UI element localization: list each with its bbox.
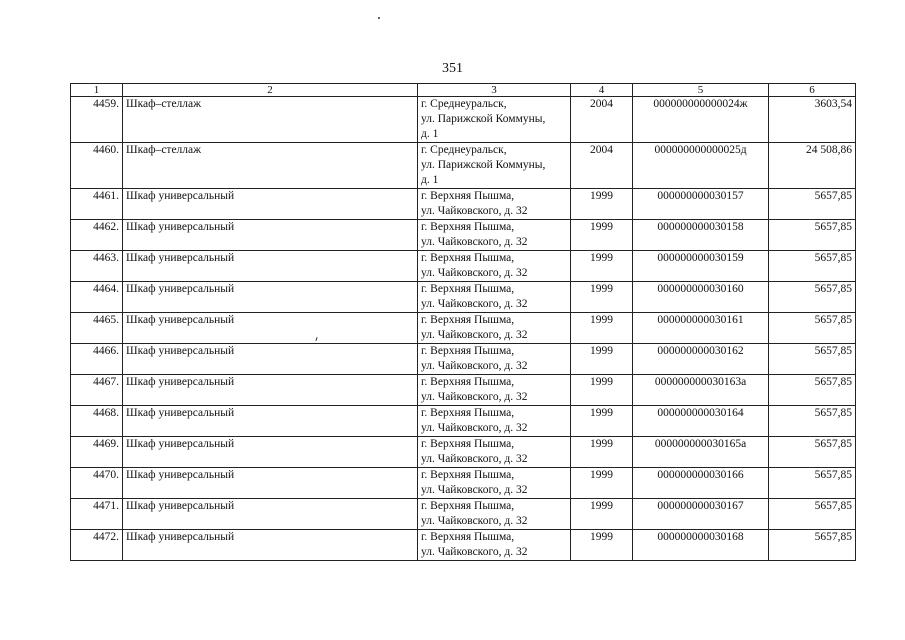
cost-cell: 5657,85 <box>769 499 856 530</box>
address-line: ул. Чайковского, д. 32 <box>421 298 528 310</box>
item-name-cell: Шкаф универсальный <box>123 344 418 375</box>
address-line: г. Верхняя Пышма, <box>421 314 515 326</box>
year-cell: 1999 <box>571 313 633 344</box>
row-number-cell: 4466. <box>71 344 123 375</box>
cost-cell: 5657,85 <box>769 375 856 406</box>
cost-cell: 5657,85 <box>769 468 856 499</box>
address-line: г. Верхняя Пышма, <box>421 252 515 264</box>
address-line: д. 1 <box>421 174 439 186</box>
item-name-cell: Шкаф универсальный <box>123 220 418 251</box>
address-line: ул. Чайковского, д. 32 <box>421 360 528 372</box>
inventory-number-cell: 000000000030160 <box>633 282 769 313</box>
row-number-cell: 4463. <box>71 251 123 282</box>
address-line: г. Верхняя Пышма, <box>421 376 515 388</box>
address-cell <box>418 282 571 313</box>
row-number-cell: 4472. <box>71 530 123 561</box>
address-cell <box>418 313 571 344</box>
year-cell: 1999 <box>571 530 633 561</box>
inventory-number-cell: 000000000000025д <box>633 143 769 189</box>
inventory-number-cell: 000000000000024ж <box>633 97 769 143</box>
address-line: ул. Чайковского, д. 32 <box>421 453 528 465</box>
address-cell <box>418 530 571 561</box>
header-row <box>71 84 856 97</box>
item-name-cell: Шкаф универсальный <box>123 437 418 468</box>
address-line: ул. Чайковского, д. 32 <box>421 546 528 558</box>
cost-cell: 5657,85 <box>769 189 856 220</box>
cost-cell: 5657,85 <box>769 220 856 251</box>
address-cell <box>418 344 571 375</box>
address-line: ул. Парижской Коммуны, <box>421 113 546 125</box>
table-row <box>71 251 856 282</box>
address-line: г. Верхняя Пышма, <box>421 531 515 543</box>
item-name-cell: Шкаф универсальный <box>123 313 418 344</box>
table-row <box>71 499 856 530</box>
address-cell <box>418 499 571 530</box>
item-name-cell: Шкаф универсальный <box>123 282 418 313</box>
inventory-number-cell: 000000000030158 <box>633 220 769 251</box>
cost-cell: 5657,85 <box>769 282 856 313</box>
address-cell <box>418 468 571 499</box>
address-cell <box>418 406 571 437</box>
table-row <box>71 97 856 143</box>
column-header-2: 2 <box>123 84 418 97</box>
year-cell: 1999 <box>571 499 633 530</box>
year-cell: 1999 <box>571 468 633 499</box>
cost-cell: 5657,85 <box>769 437 856 468</box>
year-cell: 1999 <box>571 189 633 220</box>
address-line: д. 1 <box>421 128 439 140</box>
table-row <box>71 282 856 313</box>
cost-cell: 24 508,86 <box>769 143 856 189</box>
year-cell: 2004 <box>571 97 633 143</box>
cost-cell: 5657,85 <box>769 406 856 437</box>
table-row <box>71 313 856 344</box>
address-cell <box>418 375 571 406</box>
item-name-cell: Шкаф универсальный <box>123 468 418 499</box>
table-row <box>71 220 856 251</box>
address-line: г. Среднеуральск, <box>421 98 507 110</box>
address-cell <box>418 220 571 251</box>
item-name-cell: Шкаф универсальный <box>123 189 418 220</box>
inventory-number-cell: 000000000030165а <box>633 437 769 468</box>
row-number-cell: 4460. <box>71 143 123 189</box>
inventory-number-cell: 000000000030167 <box>633 499 769 530</box>
address-line: г. Верхняя Пышма, <box>421 438 515 450</box>
item-name-cell: Шкаф универсальный <box>123 499 418 530</box>
address-line: ул. Чайковского, д. 32 <box>421 422 528 434</box>
address-line: ул. Чайковского, д. 32 <box>421 391 528 403</box>
cost-cell: 5657,85 <box>769 530 856 561</box>
inventory-number-cell: 000000000030157 <box>633 189 769 220</box>
row-number-cell: 4471. <box>71 499 123 530</box>
address-line: ул. Парижской Коммуны, <box>421 159 546 171</box>
item-name-cell: Шкаф универсальный <box>123 375 418 406</box>
year-cell: 1999 <box>571 437 633 468</box>
item-name-cell: Шкаф универсальный <box>123 251 418 282</box>
year-cell: 2004 <box>571 143 633 189</box>
address-line: г. Верхняя Пышма, <box>421 345 515 357</box>
table-row <box>71 344 856 375</box>
table-row <box>71 375 856 406</box>
address-line: г. Верхняя Пышма, <box>421 221 515 233</box>
item-name-cell: Шкаф универсальный <box>123 406 418 437</box>
address-line: ул. Чайковского, д. 32 <box>421 267 528 279</box>
address-line: г. Верхняя Пышма, <box>421 469 515 481</box>
year-cell: 1999 <box>571 251 633 282</box>
address-cell <box>418 97 571 143</box>
address-line: ул. Чайковского, д. 32 <box>421 205 528 217</box>
row-number-cell: 4465. <box>71 313 123 344</box>
scan-speck <box>378 17 380 19</box>
item-name-cell: Шкаф универсальный <box>123 530 418 561</box>
address-line: ул. Чайковского, д. 32 <box>421 484 528 496</box>
year-cell: 1999 <box>571 406 633 437</box>
inventory-number-cell: 000000000030162 <box>633 344 769 375</box>
address-cell <box>418 437 571 468</box>
row-number-cell: 4469. <box>71 437 123 468</box>
table-body <box>71 97 856 561</box>
item-name-cell: Шкаф–стеллаж <box>123 143 418 189</box>
table-row <box>71 437 856 468</box>
table-row <box>71 143 856 189</box>
inventory-number-cell: 000000000030161 <box>633 313 769 344</box>
row-number-cell: 4468. <box>71 406 123 437</box>
column-header-6: 6 <box>769 84 856 97</box>
address-line: г. Верхняя Пышма, <box>421 190 515 202</box>
column-header-4: 4 <box>571 84 633 97</box>
address-line: ул. Чайковского, д. 32 <box>421 515 528 527</box>
address-cell <box>418 189 571 220</box>
table-row <box>71 530 856 561</box>
table-row <box>71 468 856 499</box>
row-number-cell: 4459. <box>71 97 123 143</box>
row-number-cell: 4467. <box>71 375 123 406</box>
inventory-number-cell: 000000000030164 <box>633 406 769 437</box>
address-line: г. Среднеуральск, <box>421 144 507 156</box>
address-line: ул. Чайковского, д. 32 <box>421 329 528 341</box>
inventory-number-cell: 000000000030163а <box>633 375 769 406</box>
address-cell <box>418 251 571 282</box>
cost-cell: 5657,85 <box>769 313 856 344</box>
row-number-cell: 4461. <box>71 189 123 220</box>
year-cell: 1999 <box>571 220 633 251</box>
property-registry-table <box>70 83 856 561</box>
address-cell <box>418 143 571 189</box>
address-line: ул. Чайковского, д. 32 <box>421 236 528 248</box>
cost-cell: 3603,54 <box>769 97 856 143</box>
page-number: 351 <box>442 61 463 76</box>
address-line: г. Верхняя Пышма, <box>421 283 515 295</box>
table-row <box>71 189 856 220</box>
column-header-5: 5 <box>633 84 769 97</box>
table-row <box>71 406 856 437</box>
inventory-number-cell: 000000000030166 <box>633 468 769 499</box>
year-cell: 1999 <box>571 375 633 406</box>
row-number-cell: 4464. <box>71 282 123 313</box>
inventory-number-cell: 000000000030168 <box>633 530 769 561</box>
address-line: г. Верхняя Пышма, <box>421 500 515 512</box>
inventory-number-cell: 000000000030159 <box>633 251 769 282</box>
year-cell: 1999 <box>571 344 633 375</box>
column-header-3: 3 <box>418 84 571 97</box>
cost-cell: 5657,85 <box>769 251 856 282</box>
column-header-1: 1 <box>71 84 123 97</box>
row-number-cell: 4470. <box>71 468 123 499</box>
row-number-cell: 4462. <box>71 220 123 251</box>
address-line: г. Верхняя Пышма, <box>421 407 515 419</box>
cost-cell: 5657,85 <box>769 344 856 375</box>
item-name-cell: Шкаф–стеллаж <box>123 97 418 143</box>
year-cell: 1999 <box>571 282 633 313</box>
